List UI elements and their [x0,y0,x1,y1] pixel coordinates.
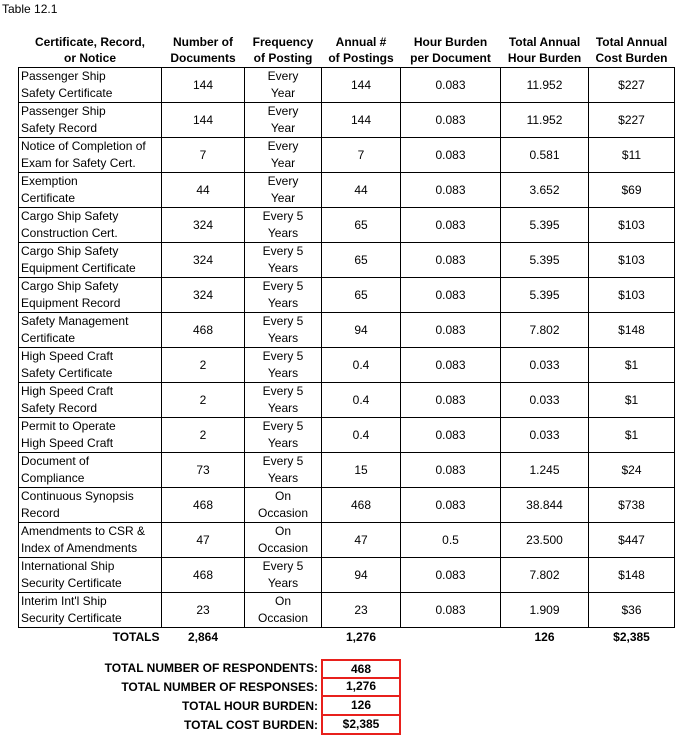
cell-documents: 47 [162,523,245,558]
cell-cost: $1 [589,348,675,383]
cell-total-hour: 5.395 [501,208,589,243]
cell-name: Continuous Synopsis Record [19,488,162,523]
cell-postings: 144 [322,103,401,138]
cell-frequency: Every Year [245,68,322,103]
cell-documents: 23 [162,593,245,628]
cell-name: International Ship Security Certificate [19,558,162,593]
cell-hour-burden: 0.083 [401,418,501,453]
summary-row [0,697,680,716]
cell-total-hour: 0.033 [501,348,589,383]
cell-frequency: Every Year [245,103,322,138]
cell-cost: $227 [589,68,675,103]
cell-cost: $103 [589,278,675,313]
cell-documents: 2 [162,418,245,453]
table-row [19,453,675,488]
cell-total-hour: 1.245 [501,453,589,488]
summary-value: $2,385 [321,716,401,735]
cell-hour-burden: 0.083 [401,243,501,278]
cell-total-hour: 7.802 [501,558,589,593]
cell-documents: 44 [162,173,245,208]
cell-documents: 324 [162,243,245,278]
cell-name: Permit to Operate High Speed Craft [19,418,162,453]
cell-hour-burden: 0.083 [401,103,501,138]
summary-label: TOTAL NUMBER OF RESPONDENTS: [104,661,318,675]
cell-hour-burden: 0.083 [401,208,501,243]
cell-documents: 73 [162,453,245,488]
cell-frequency: Every 5 Years [245,558,322,593]
table-row [19,173,675,208]
table-caption: Table 12.1 [2,2,58,16]
cell-name: Passenger Ship Safety Certificate [19,68,162,103]
summary-label: TOTAL NUMBER OF RESPONSES: [121,680,318,694]
summary-row [0,678,680,697]
totals-hour-empty [401,628,501,647]
header-row [19,33,675,68]
cell-hour-burden: 0.083 [401,68,501,103]
header-total-hour-burden: Total Annual Hour Burden [507,35,582,65]
cell-frequency: Every 5 Years [245,208,322,243]
totals-row [19,628,675,647]
cell-name: High Speed Craft Safety Record [19,383,162,418]
cell-total-hour: 11.952 [501,103,589,138]
header-frequency: Frequency of Posting [252,35,314,65]
cell-total-hour: 5.395 [501,278,589,313]
cell-documents: 468 [162,313,245,348]
cell-cost: $69 [589,173,675,208]
cell-hour-burden: 0.083 [401,278,501,313]
cell-frequency: On Occasion [245,523,322,558]
cell-hour-burden: 0.083 [401,593,501,628]
summary-label: TOTAL HOUR BURDEN: [182,699,318,713]
cell-documents: 324 [162,208,245,243]
cell-total-hour: 0.581 [501,138,589,173]
table-row [19,383,675,418]
cell-postings: 94 [322,558,401,593]
burden-table [18,33,675,646]
header-hour-burden: Hour Burden per Document [410,35,491,65]
cell-hour-burden: 0.083 [401,138,501,173]
table-row [19,558,675,593]
cell-name: Cargo Ship Safety Equipment Record [19,278,162,313]
totals-label: TOTALS [112,630,160,644]
cell-hour-burden: 0.083 [401,313,501,348]
summary-value: 468 [321,659,401,679]
summary-row [0,716,680,735]
cell-name: Cargo Ship Safety Equipment Certificate [19,243,162,278]
cell-frequency: On Occasion [245,488,322,523]
cell-total-hour: 5.395 [501,243,589,278]
cell-cost: $11 [589,138,675,173]
cell-documents: 7 [162,138,245,173]
cell-name: Exemption Certificate [19,173,162,208]
table-row [19,68,675,103]
cell-name: High Speed Craft Safety Certificate [19,348,162,383]
cell-hour-burden: 0.5 [401,523,501,558]
cell-postings: 468 [322,488,401,523]
cell-name: Passenger Ship Safety Record [19,103,162,138]
table-row [19,103,675,138]
cell-cost: $447 [589,523,675,558]
cell-postings: 65 [322,278,401,313]
cell-hour-burden: 0.083 [401,558,501,593]
table-row [19,313,675,348]
totals-freq-empty [245,628,322,647]
cell-postings: 7 [322,138,401,173]
header-annual-postings: Annual # of Postings [328,35,394,65]
header-certificate: Certificate, Record, or Notice [34,35,146,65]
totals-docs: 2,864 [187,630,219,644]
cell-postings: 65 [322,208,401,243]
cell-hour-burden: 0.083 [401,488,501,523]
cell-hour-burden: 0.083 [401,383,501,418]
totals-postings: 1,276 [345,630,377,644]
cell-frequency: Every 5 Years [245,348,322,383]
header-total-cost-burden: Total Annual Cost Burden [595,35,668,65]
summary-value: 1,276 [321,678,401,697]
cell-cost: $103 [589,208,675,243]
cell-cost: $227 [589,103,675,138]
cell-cost: $1 [589,383,675,418]
cell-postings: 94 [322,313,401,348]
cell-name: Cargo Ship Safety Construction Cert. [19,208,162,243]
table-row [19,488,675,523]
cell-documents: 468 [162,488,245,523]
cell-frequency: Every 5 Years [245,418,322,453]
cell-frequency: Every 5 Years [245,383,322,418]
cell-cost: $103 [589,243,675,278]
cell-total-hour: 3.652 [501,173,589,208]
cell-frequency: On Occasion [245,593,322,628]
cell-hour-burden: 0.083 [401,173,501,208]
cell-name: Amendments to CSR & Index of Amendments [19,523,162,558]
cell-total-hour: 0.033 [501,418,589,453]
table-row [19,208,675,243]
cell-frequency: Every Year [245,173,322,208]
cell-name: Document of Compliance [19,453,162,488]
totals-total-hour: 126 [534,630,555,644]
cell-total-hour: 0.033 [501,383,589,418]
cell-hour-burden: 0.083 [401,453,501,488]
cell-name: Interim Int'l Ship Security Certificate [19,593,162,628]
totals-cost: $2,385 [613,630,650,644]
cell-frequency: Every 5 Years [245,313,322,348]
cell-frequency: Every 5 Years [245,453,322,488]
cell-postings: 0.4 [322,383,401,418]
cell-frequency: Every 5 Years [245,243,322,278]
cell-documents: 324 [162,278,245,313]
cell-documents: 468 [162,558,245,593]
cell-postings: 65 [322,243,401,278]
cell-cost: $1 [589,418,675,453]
summary-value: 126 [321,697,401,716]
cell-documents: 2 [162,348,245,383]
cell-postings: 15 [322,453,401,488]
summary-row [0,659,680,678]
cell-frequency: Every Year [245,138,322,173]
cell-total-hour: 38.844 [501,488,589,523]
cell-cost: $36 [589,593,675,628]
table-body [19,68,675,628]
cell-total-hour: 7.802 [501,313,589,348]
table-row [19,138,675,173]
cell-total-hour: 11.952 [501,68,589,103]
table-row [19,278,675,313]
table-row [19,243,675,278]
cell-frequency: Every 5 Years [245,278,322,313]
cell-postings: 0.4 [322,418,401,453]
cell-total-hour: 23.500 [501,523,589,558]
cell-cost: $148 [589,313,675,348]
cell-documents: 144 [162,68,245,103]
header-number-of-documents: Number of Documents [170,35,236,65]
cell-postings: 23 [322,593,401,628]
cell-postings: 44 [322,173,401,208]
table-row [19,418,675,453]
table-row [19,593,675,628]
table-row [19,348,675,383]
cell-postings: 47 [322,523,401,558]
cell-total-hour: 1.909 [501,593,589,628]
table-row [19,523,675,558]
cell-name: Safety Management Certificate [19,313,162,348]
cell-postings: 0.4 [322,348,401,383]
cell-postings: 144 [322,68,401,103]
cell-cost: $148 [589,558,675,593]
cell-hour-burden: 0.083 [401,348,501,383]
cell-documents: 2 [162,383,245,418]
cell-cost: $24 [589,453,675,488]
cell-cost: $738 [589,488,675,523]
summary-label: TOTAL COST BURDEN: [184,718,318,732]
cell-name: Notice of Completion of Exam for Safety Cert. [19,138,162,173]
cell-documents: 144 [162,103,245,138]
